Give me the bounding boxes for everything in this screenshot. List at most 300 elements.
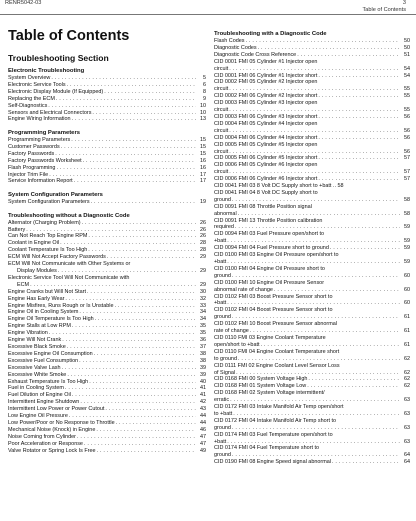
- toc-entry-line: [214, 79, 410, 86]
- toc-entry-text: Engine Will Not Crank: [8, 337, 62, 344]
- toc-entry[interactable]: [8, 448, 206, 455]
- toc-page-number: 50: [403, 44, 410, 51]
- toc-page-number: 19: [199, 199, 206, 206]
- toc-entry-text: Intermittent Low Power or Power Cutout: [8, 406, 105, 413]
- toc-dot-leader: [297, 52, 400, 59]
- toc-entry-text: of Signal: [214, 369, 236, 376]
- toc-entry[interactable]: [8, 420, 206, 427]
- toc-entry-text: CID 0006 FMI 06 Cylinder #6 Injector short: [214, 176, 318, 183]
- toc-page-number: 57: [403, 155, 410, 162]
- toc-entry-text: System Overview: [8, 75, 51, 81]
- toc-entry[interactable]: [214, 300, 410, 307]
- toc-entry-text: Display Modules: [17, 268, 57, 274]
- toc-dot-leader: [274, 287, 400, 294]
- toc-page-number: 37: [199, 343, 206, 350]
- toc-dot-leader: [95, 316, 196, 323]
- toc-dot-leader: [65, 385, 196, 392]
- toc-entry-text: Programming Parameters: [8, 137, 71, 144]
- toc-dot-leader: [87, 289, 196, 296]
- toc-entry-line: [214, 432, 410, 439]
- toc-page-number: 44: [199, 413, 206, 420]
- toc-page-number: 8: [202, 88, 206, 95]
- toc-entry-text: open/short to +batt: [214, 341, 260, 348]
- toc-entry[interactable]: [8, 434, 206, 441]
- toc-page-number: 35: [199, 330, 206, 337]
- toc-dot-leader: [232, 425, 400, 432]
- toc-entry-text: Diagnostic Code Cross Reference: [214, 51, 297, 58]
- toc-entry[interactable]: [8, 220, 206, 227]
- toc-dot-leader: [94, 351, 196, 358]
- toc-entry[interactable]: [8, 82, 206, 89]
- toc-entry[interactable]: [8, 240, 206, 247]
- toc-entry[interactable]: [8, 392, 206, 399]
- toc-dot-leader: [229, 107, 400, 114]
- toc-entry[interactable]: [8, 365, 206, 372]
- toc-page-number: 54: [403, 65, 410, 72]
- toc-dot-leader: [96, 427, 196, 434]
- toc-dot-leader: [330, 245, 400, 252]
- toc-page-number: 26: [199, 219, 206, 226]
- toc-dot-leader: [318, 155, 400, 162]
- toc-entry[interactable]: [214, 38, 410, 45]
- toc-entry[interactable]: [8, 116, 206, 123]
- toc-entry[interactable]: [8, 330, 206, 337]
- toc-entry-text: CID 0168 FMI 01 System Voltage Low: [214, 383, 307, 390]
- toc-page-number: 29: [199, 281, 206, 288]
- toc-page-number: 63: [403, 397, 410, 404]
- toc-entry-text: CID 0102 FMI 04 Boost Pressure Sensor short to: [214, 307, 333, 314]
- toc-dot-leader: [318, 135, 400, 142]
- toc-page-number: 63: [403, 424, 410, 431]
- toc-page-number: 57: [403, 169, 410, 176]
- toc-entry[interactable]: [214, 86, 410, 93]
- toc-entry-line: [214, 190, 410, 197]
- toc-entry-text: ground: [214, 196, 231, 203]
- toc-page-number: 61: [403, 341, 410, 348]
- toc-dot-leader: [49, 172, 196, 179]
- toc-page-number: 10: [199, 102, 206, 109]
- toc-entry[interactable]: [214, 383, 410, 390]
- toc-dot-leader: [104, 89, 196, 96]
- toc-entry-text: Poor Acceleration or Response: [8, 440, 83, 447]
- toc-entry[interactable]: [214, 52, 410, 59]
- toc-entry-text: Electronic Display Module (If Equipped): [8, 88, 104, 95]
- toc-entry-line: [214, 266, 410, 273]
- toc-entry[interactable]: [214, 287, 410, 294]
- toc-page-number: 60: [403, 272, 410, 279]
- toc-page-number: 41: [199, 385, 206, 392]
- toc-entry[interactable]: [214, 169, 410, 176]
- toc-page-number: 16: [199, 164, 206, 171]
- toc-entry-text: CID 0005 FMI 06 Cylinder #5 Injector short: [214, 155, 318, 162]
- toc-entry[interactable]: [8, 89, 206, 96]
- toc-entry-text: Electronic Service Tool Will Not Communicate with: [8, 274, 130, 281]
- toc-page-number: 10: [199, 109, 206, 116]
- toc-entry[interactable]: [8, 406, 206, 413]
- toc-page-number: 15: [199, 150, 206, 157]
- toc-dot-leader: [232, 452, 400, 459]
- toc-entry-text: CID 0094 FMI 03 Fuel Pressure open/short to: [214, 231, 325, 238]
- toc-entry-text: Noise Coming from Cylinder: [8, 433, 76, 440]
- toc-entry[interactable]: [8, 372, 206, 379]
- toc-entry-line: [8, 261, 206, 268]
- toc-entry-text: Service Information Report: [8, 178, 73, 185]
- page-header: [0, 0, 416, 16]
- toc-page-number: 38: [199, 350, 206, 357]
- toc-page-number: 29: [199, 254, 206, 261]
- toc-entry-text: ECM Will Not Accept Factory Passwords: [8, 254, 106, 261]
- toc-entry-text: circuit: [214, 86, 229, 93]
- toc-entry-line: [214, 218, 410, 225]
- toc-entry[interactable]: [8, 337, 206, 344]
- toc-entry[interactable]: [214, 149, 410, 156]
- toc-entry[interactable]: [214, 93, 410, 100]
- toc-entry[interactable]: [8, 399, 206, 406]
- toc-entry[interactable]: [8, 137, 206, 144]
- toc-entry[interactable]: [214, 176, 410, 183]
- toc-page-number: 13: [199, 116, 206, 123]
- toc-entry[interactable]: [214, 238, 410, 245]
- toc-entry-text: circuit: [214, 148, 229, 155]
- toc-entry[interactable]: [8, 441, 206, 448]
- toc-entry[interactable]: [8, 158, 206, 165]
- toc-page-number: 59: [403, 245, 410, 252]
- toc-entry-text: Engine Misfires, Runs Rough or Is Unstable: [8, 302, 114, 309]
- toc-entry[interactable]: [8, 96, 206, 103]
- toc-page-number: 36: [199, 337, 206, 344]
- toc-page-number: 56: [403, 134, 410, 141]
- toc-entry-line: [214, 142, 410, 149]
- toc-entry-text: Battery: [8, 226, 26, 233]
- toc-dot-leader: [67, 344, 196, 351]
- toc-dot-leader: [77, 434, 196, 441]
- toc-page-number: 38: [199, 357, 206, 364]
- toc-entry-text: Excessive Fuel Consumption: [8, 357, 79, 364]
- toc-dot-leader: [229, 66, 400, 73]
- toc-entry-text: CID 0174 FMI 03 Fuel Temperature open/short to: [214, 431, 333, 438]
- toc-entry[interactable]: [214, 245, 410, 252]
- toc-entry-line: [214, 335, 410, 342]
- toc-section-heading: Programming Parameters: [8, 130, 81, 137]
- toc-dot-leader: [26, 227, 196, 234]
- toc-entry[interactable]: [8, 144, 206, 151]
- toc-dot-leader: [227, 300, 400, 307]
- section-title: Troubleshooting Section: [8, 53, 109, 63]
- toc-entry[interactable]: [8, 75, 206, 82]
- toc-entry-text: Can Not Reach Top Engine RPM: [8, 233, 88, 240]
- toc-entry[interactable]: [214, 439, 410, 446]
- toc-dot-leader: [107, 254, 196, 261]
- toc-entry[interactable]: [8, 254, 206, 261]
- toc-entry-text: CID 0102 FMI 10 Boost Pressure Sensor abnormal: [214, 321, 338, 328]
- toc-entry[interactable]: [214, 328, 410, 335]
- toc-entry-line: [214, 294, 410, 301]
- toc-entry-text: CID 0100 FMI 03 Engine Oil Pressure open/short to: [214, 252, 339, 259]
- toc-section-heading: Troubleshooting without a Diagnostic Code: [8, 212, 130, 219]
- toc-entry-text: Engine Cranks but Will Not Start: [8, 288, 86, 295]
- toc-entry-text: Engine Oil Temperature Is Too High: [8, 316, 94, 323]
- toc-page-number: 28: [199, 240, 206, 247]
- toc-page-number: 26: [199, 233, 206, 240]
- toc-entry[interactable]: [8, 282, 206, 289]
- toc-section-heading: Troubleshooting with a Diagnostic Code: [214, 31, 327, 37]
- toc-dot-leader: [318, 176, 400, 183]
- toc-dot-leader: [250, 328, 400, 335]
- toc-dot-leader: [116, 420, 196, 427]
- toc-entry-text: CID 0003 FMI 05 Cylinder #3 Injector open: [214, 100, 318, 107]
- toc-entry[interactable]: [214, 197, 410, 204]
- toc-dot-leader: [71, 137, 196, 144]
- toc-dot-leader: [55, 151, 196, 158]
- toc-entry-line: [8, 275, 206, 282]
- toc-entry[interactable]: [8, 268, 206, 275]
- toc-entry-text: CID 0102 FMI 03 Boost Pressure Sensor short to: [214, 293, 333, 300]
- toc-entry-line: [214, 59, 410, 66]
- toc-dot-leader: [238, 211, 400, 218]
- toc-entry[interactable]: [8, 103, 206, 110]
- toc-entry-text: CID 0110 FMI 03 Engine Coolant Temperature: [214, 334, 326, 341]
- toc-entry[interactable]: [8, 227, 206, 234]
- toc-page-number: 42: [199, 399, 206, 406]
- toc-page-number: 5: [202, 75, 206, 81]
- toc-entry[interactable]: [214, 224, 410, 231]
- toc-entry-text: Customer Passwords: [8, 143, 60, 150]
- toc-entry[interactable]: [8, 110, 206, 117]
- toc-entry-text: CID 0168 FMI 00 System Voltage High: [214, 376, 308, 383]
- toc-entry[interactable]: [214, 114, 410, 121]
- toc-entry-text: Diagnostic Codes: [214, 44, 257, 51]
- toc-entry-text: Flash Programming: [8, 164, 56, 171]
- toc-entry[interactable]: [8, 344, 206, 351]
- toc-entry-text: Engine Wiring Information: [8, 116, 71, 123]
- toc-page-number: 49: [199, 447, 206, 454]
- toc-dot-leader: [105, 406, 196, 413]
- toc-dot-leader: [230, 397, 400, 404]
- toc-entry-text: CID 0006 FMI 05 Cylinder #6 Injector open: [214, 162, 318, 169]
- toc-entry[interactable]: [214, 376, 410, 383]
- toc-dot-leader: [91, 199, 196, 206]
- toc-page-number: 34: [199, 316, 206, 323]
- toc-entry[interactable]: [8, 379, 206, 386]
- toc-entry-text: erratic: [214, 397, 230, 404]
- toc-entry[interactable]: [214, 259, 410, 266]
- toc-entry-line: [214, 404, 410, 411]
- toc-entry[interactable]: [8, 178, 206, 185]
- toc-dot-leader: [89, 379, 196, 386]
- toc-entry-text: CID 0001 FMI 05 Cylinder #1 Injector open: [214, 58, 318, 65]
- toc-dot-leader: [307, 383, 400, 390]
- toc-dot-leader: [80, 399, 196, 406]
- toc-entry[interactable]: [214, 107, 410, 114]
- toc-page-number: 6: [202, 81, 206, 88]
- toc-entry-text: ground: [214, 314, 231, 321]
- toc-entry-text: CID 0002 FMI 06 Cylinder #2 Injector short: [214, 93, 318, 100]
- toc-entry-text: Electronic Service Tools: [8, 81, 66, 88]
- toc-dot-leader: [227, 259, 400, 266]
- section-gap: [8, 206, 206, 213]
- toc-page-number: 40: [199, 378, 206, 385]
- toc-entry-text: CID 0091 FMI 08 Throttle Position signal: [214, 203, 312, 210]
- toc-entry[interactable]: [8, 358, 206, 365]
- toc-entry-text: CID 0100 FMI 04 Engine Oil Pressure short to: [214, 265, 325, 272]
- toc-entry[interactable]: [8, 165, 206, 172]
- toc-page-number: 62: [403, 376, 410, 383]
- toc-entry-text: circuit: [214, 65, 229, 72]
- toc-entry[interactable]: [8, 151, 206, 158]
- toc-entry-text: Valve Rotator or Spring Lock Is Free: [8, 447, 96, 454]
- toc-entry-text: CID 0004 FMI 05 Cylinder #4 Injector open: [214, 120, 318, 127]
- toc-dot-leader: [232, 273, 400, 280]
- toc-dot-leader: [114, 303, 196, 310]
- toc-entry[interactable]: [8, 413, 206, 420]
- toc-entry-line: [214, 162, 410, 169]
- header-rule: [0, 14, 416, 15]
- toc-entry-text: abnormal: [214, 210, 237, 217]
- toc-page-number: 61: [403, 328, 410, 335]
- section-gap: [8, 185, 206, 192]
- toc-entry[interactable]: [8, 172, 206, 179]
- toc-entry[interactable]: [214, 211, 410, 218]
- toc-dot-leader: [69, 413, 196, 420]
- toc-entry-text: Engine Vibration: [8, 330, 48, 337]
- toc-entry-text: CID 0001 FMI 06 Cylinder #1 Injector short: [214, 72, 318, 79]
- toc-dot-leader: [88, 233, 196, 240]
- toc-dot-leader: [74, 178, 196, 185]
- toc-page-number: 28: [199, 247, 206, 254]
- toc-page-number: 41: [199, 392, 206, 399]
- toc-page-number: 15: [199, 137, 206, 144]
- toc-entry[interactable]: [214, 135, 410, 142]
- toc-entry-text: CID 0003 FMI 06 Cylinder #3 Injector short: [214, 113, 318, 120]
- toc-entry[interactable]: [214, 155, 410, 162]
- toc-entry[interactable]: [214, 342, 410, 349]
- toc-entry[interactable]: [214, 45, 410, 52]
- toc-entry[interactable]: [8, 303, 206, 310]
- toc-dot-leader: [72, 323, 196, 330]
- toc-entry[interactable]: [8, 351, 206, 358]
- toc-page-number: 17: [199, 171, 206, 178]
- toc-entry[interactable]: [8, 427, 206, 434]
- toc-page-number: 56: [403, 113, 410, 120]
- toc-dot-leader: [318, 114, 400, 121]
- toc-dot-leader: [318, 73, 400, 80]
- toc-entry[interactable]: [214, 452, 410, 459]
- toc-entry-text: Excessive Valve Lash: [8, 364, 61, 371]
- toc-entry-text: Exhaust Temperature Is Too High: [8, 378, 89, 385]
- toc-dot-leader: [51, 75, 196, 82]
- toc-entry-line: [214, 418, 410, 425]
- toc-page-number: 35: [199, 323, 206, 330]
- toc-page-number: 33: [199, 302, 206, 309]
- toc-entry[interactable]: [214, 314, 410, 321]
- toc-dot-leader: [229, 128, 400, 135]
- toc-entry-line: [214, 321, 410, 328]
- toc-entry-text: Engine Stalls at Low RPM: [8, 323, 71, 330]
- toc-entry[interactable]: [8, 296, 206, 303]
- toc-dot-leader: [84, 441, 196, 448]
- toc-page-number: 30: [199, 288, 206, 295]
- toc-dot-leader: [62, 365, 197, 372]
- toc-page-number: 60: [403, 300, 410, 307]
- toc-entry[interactable]: [214, 273, 410, 280]
- toc-dot-leader: [308, 376, 400, 383]
- toc-entry-text: abnormal rate of change: [214, 286, 273, 293]
- toc-dot-leader: [88, 247, 196, 254]
- toc-entry[interactable]: [214, 66, 410, 73]
- toc-entry[interactable]: [214, 356, 410, 363]
- toc-entry-text: Engine Oil in Cooling System: [8, 309, 79, 316]
- toc-entry[interactable]: [214, 73, 410, 80]
- toc-entry-text: Replacing the ECM: [8, 95, 55, 102]
- toc-dot-leader: [227, 439, 400, 446]
- toc-entry-text: circuit: [214, 169, 229, 176]
- toc-dot-leader: [97, 448, 196, 455]
- toc-page-number: 64: [403, 459, 410, 466]
- toc-entry[interactable]: [8, 316, 206, 323]
- toc-dot-leader: [83, 158, 196, 165]
- toc-page-number: 47: [199, 440, 206, 447]
- toc-entry-text: Sensors and Electrical Connectors: [8, 109, 92, 116]
- toc-dot-leader: [56, 96, 196, 103]
- toc-entry-text: ECM: [17, 281, 30, 288]
- toc-dot-leader: [65, 296, 196, 303]
- toc-dot-leader: [58, 268, 196, 275]
- toc-page-number: 61: [403, 314, 410, 321]
- document-id: RENR5042-03: [5, 0, 42, 6]
- toc-page-number: 57: [403, 176, 410, 183]
- toc-entry[interactable]: [8, 309, 206, 316]
- toc-entry[interactable]: [214, 411, 410, 418]
- toc-entry[interactable]: [214, 397, 410, 404]
- toc-entry-text: CID 0002 FMI 05 Cylinder #2 Injector open: [214, 79, 318, 86]
- toc-entry-line: [214, 204, 410, 211]
- toc-entry-text: System Configuration Parameters: [8, 199, 90, 206]
- toc-entry-text: to +batt: [214, 410, 233, 417]
- toc-entry[interactable]: [214, 128, 410, 135]
- toc-dot-leader: [229, 169, 400, 176]
- toc-page-number: 58: [403, 196, 410, 203]
- toc-entry[interactable]: [8, 385, 206, 392]
- toc-dot-leader: [261, 342, 401, 349]
- toc-page-number: 50: [403, 38, 410, 44]
- toc-entry[interactable]: [8, 233, 206, 240]
- page-number: 3: [402, 0, 406, 6]
- toc-entry[interactable]: [8, 247, 206, 254]
- toc-dot-leader: [67, 372, 196, 379]
- toc-entry[interactable]: [8, 323, 206, 330]
- toc-entry[interactable]: [8, 289, 206, 296]
- toc-entry-text: +batt: [214, 300, 227, 307]
- toc-entry-text: CID 0091 FMI 13 Throttle Position calibration: [214, 217, 323, 224]
- toc-entry[interactable]: [214, 370, 410, 377]
- toc-page-number: 63: [403, 438, 410, 445]
- toc-entry-text: CID 0005 FMI 05 Cylinder #5 Injector open: [214, 141, 318, 148]
- toc-entry-line: [214, 445, 410, 452]
- toc-dot-leader: [72, 392, 196, 399]
- toc-dot-leader: [61, 144, 196, 151]
- toc-page-number: 47: [199, 433, 206, 440]
- toc-dot-leader: [232, 314, 400, 321]
- toc-entry[interactable]: [214, 425, 410, 432]
- toc-page-number: 26: [199, 226, 206, 233]
- toc-dot-leader: [56, 165, 196, 172]
- toc-entry-line: [214, 100, 410, 107]
- toc-page-number: 62: [403, 383, 410, 390]
- toc-entry[interactable]: [8, 199, 206, 206]
- toc-page-number: 9: [202, 95, 206, 102]
- toc-dot-leader: [246, 38, 400, 45]
- toc-entry[interactable]: [214, 459, 410, 466]
